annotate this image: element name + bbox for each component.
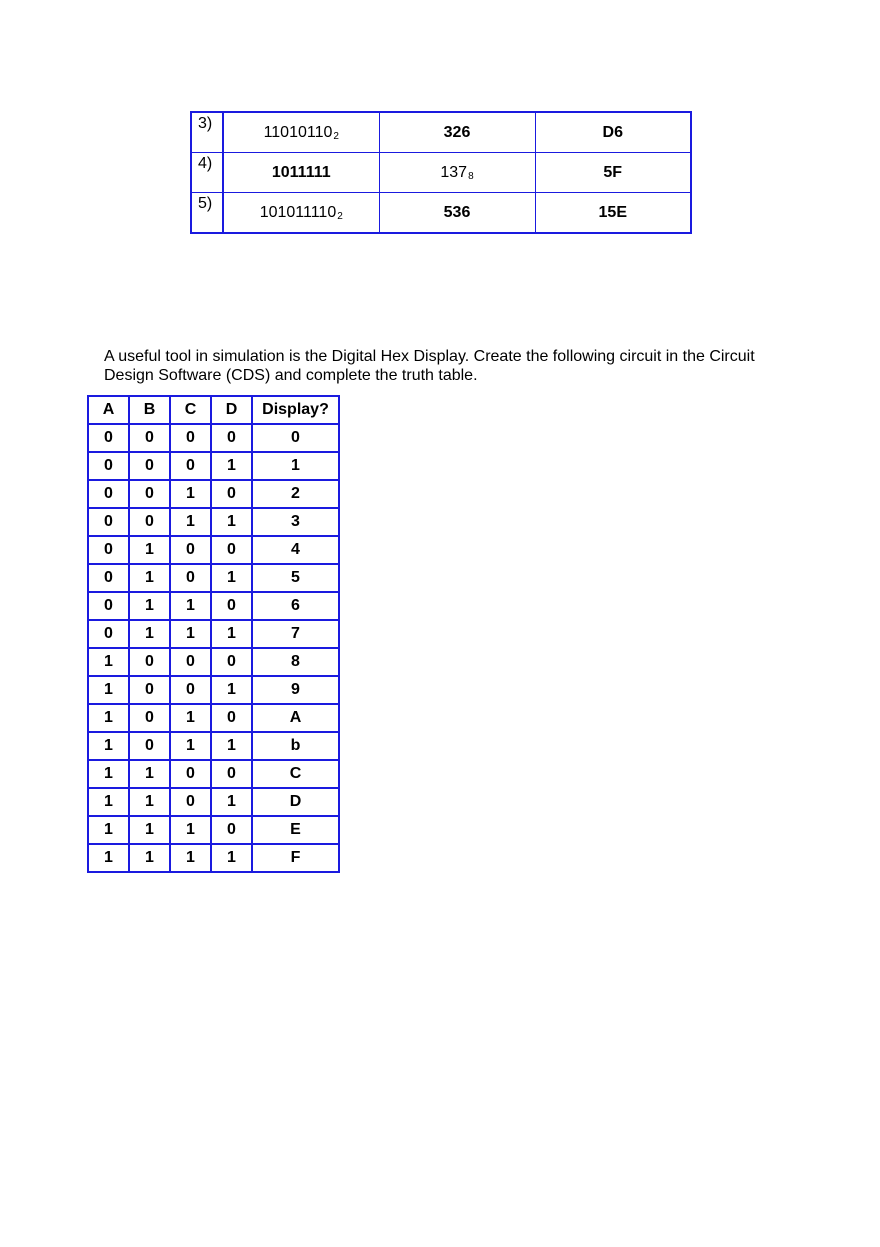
display-output-cell: 6 [252,592,339,620]
input-c-cell: 1 [170,508,211,536]
truth-table-row [88,648,339,676]
header-b: B [129,396,170,424]
number-conversion-table [190,111,692,234]
input-a-cell: 0 [88,508,129,536]
display-output-cell: 3 [252,508,339,536]
truth-table-row [88,676,339,704]
input-a-cell: 0 [88,592,129,620]
input-d-cell: 0 [211,648,252,676]
hex-value: 15E [598,203,627,221]
input-a-cell: 1 [88,648,129,676]
input-c-cell: 0 [170,452,211,480]
truth-table-row [88,480,339,508]
input-c-cell: 1 [170,844,211,872]
conversion-row [191,112,691,153]
input-a-cell: 0 [88,564,129,592]
truth-table-row [88,536,339,564]
input-b-cell: 1 [129,536,170,564]
input-c-cell: 0 [170,536,211,564]
input-b-cell: 1 [129,844,170,872]
truth-table-row [88,788,339,816]
hex-value-cell [535,112,691,153]
conversion-row [191,193,691,234]
truth-table-row [88,844,339,872]
octal-value: 536 [443,203,471,221]
octal-value-cell [379,153,535,193]
input-c-cell: 0 [170,648,211,676]
input-d-cell: 0 [211,704,252,732]
problem-number: 5) [191,193,223,234]
header-c: C [170,396,211,424]
input-a-cell: 1 [88,760,129,788]
display-output-cell: 9 [252,676,339,704]
display-output-cell: 7 [252,620,339,648]
input-c-cell: 0 [170,788,211,816]
binary-value: 101011110 [259,203,337,221]
truth-table-row [88,424,339,452]
display-output-cell: F [252,844,339,872]
binary-value-base-subscript: 2 [337,210,343,222]
display-output-cell: E [252,816,339,844]
input-a-cell: 1 [88,844,129,872]
input-a-cell: 1 [88,788,129,816]
input-c-cell: 0 [170,760,211,788]
truth-table-row [88,564,339,592]
input-d-cell: 0 [211,424,252,452]
input-c-cell: 1 [170,620,211,648]
input-d-cell: 1 [211,620,252,648]
truth-table-body [88,424,339,872]
input-d-cell: 1 [211,508,252,536]
hex-value: D6 [602,123,623,141]
input-a-cell: 0 [88,424,129,452]
truth-table-row [88,620,339,648]
input-b-cell: 0 [129,424,170,452]
truth-table-row [88,592,339,620]
input-a-cell: 0 [88,480,129,508]
binary-value: 1011111 [271,163,331,181]
display-output-cell: C [252,760,339,788]
input-a-cell: 0 [88,452,129,480]
octal-value-base-subscript: 8 [468,170,474,182]
input-b-cell: 0 [129,704,170,732]
hex-display-truth-table [87,395,340,873]
input-b-cell: 0 [129,732,170,760]
binary-value-cell [223,112,379,153]
input-a-cell: 1 [88,676,129,704]
octal-value: 137 [440,163,468,181]
input-c-cell: 1 [170,732,211,760]
display-output-cell: D [252,788,339,816]
binary-value-cell [223,153,379,193]
input-a-cell: 1 [88,704,129,732]
input-b-cell: 0 [129,508,170,536]
input-b-cell: 1 [129,620,170,648]
input-d-cell: 1 [211,788,252,816]
input-b-cell: 1 [129,592,170,620]
instruction-paragraph: A useful tool in simulation is the Digital Hex Display. Create the following circuit in the Circuit Design Software (CDS) and complete the truth table. [104,348,755,384]
input-c-cell: 0 [170,676,211,704]
input-a-cell: 0 [88,536,129,564]
header-a: A [88,396,129,424]
binary-value-cell [223,193,379,234]
display-output-cell: 5 [252,564,339,592]
input-c-cell: 1 [170,480,211,508]
input-a-cell: 0 [88,620,129,648]
input-c-cell: 1 [170,704,211,732]
display-output-cell: 0 [252,424,339,452]
hex-value-cell [535,153,691,193]
display-output-cell: 1 [252,452,339,480]
input-d-cell: 1 [211,452,252,480]
input-b-cell: 0 [129,452,170,480]
input-d-cell: 1 [211,844,252,872]
hex-value-cell [535,193,691,234]
display-output-cell: 4 [252,536,339,564]
input-d-cell: 1 [211,732,252,760]
input-b-cell: 0 [129,480,170,508]
octal-value: 326 [443,123,471,141]
input-b-cell: 0 [129,676,170,704]
input-c-cell: 1 [170,592,211,620]
header-display: Display? [252,396,339,424]
truth-table-row [88,760,339,788]
display-output-cell: b [252,732,339,760]
binary-value: 11010110 [263,123,333,141]
input-b-cell: 0 [129,648,170,676]
input-d-cell: 0 [211,816,252,844]
input-a-cell: 1 [88,732,129,760]
truth-table-row [88,816,339,844]
input-c-cell: 1 [170,816,211,844]
display-output-cell: 2 [252,480,339,508]
input-b-cell: 1 [129,816,170,844]
truth-table-row [88,732,339,760]
truth-table-row [88,452,339,480]
truth-table-row [88,704,339,732]
problem-number: 4) [191,153,223,193]
binary-value-base-subscript: 2 [333,130,339,142]
display-output-cell: 8 [252,648,339,676]
input-a-cell: 1 [88,816,129,844]
input-c-cell: 0 [170,564,211,592]
input-d-cell: 0 [211,480,252,508]
input-c-cell: 0 [170,424,211,452]
input-d-cell: 1 [211,676,252,704]
hex-value: 5F [603,163,623,181]
input-d-cell: 0 [211,592,252,620]
input-d-cell: 0 [211,760,252,788]
conversion-row [191,153,691,193]
input-b-cell: 1 [129,788,170,816]
input-b-cell: 1 [129,760,170,788]
display-output-cell: A [252,704,339,732]
input-d-cell: 0 [211,536,252,564]
input-b-cell: 1 [129,564,170,592]
truth-table-row [88,508,339,536]
octal-value-cell [379,112,535,153]
input-d-cell: 1 [211,564,252,592]
number-conversion-body [191,112,691,233]
octal-value-cell [379,193,535,234]
truth-table-header-row [88,396,339,424]
header-d: D [211,396,252,424]
problem-number: 3) [191,112,223,153]
